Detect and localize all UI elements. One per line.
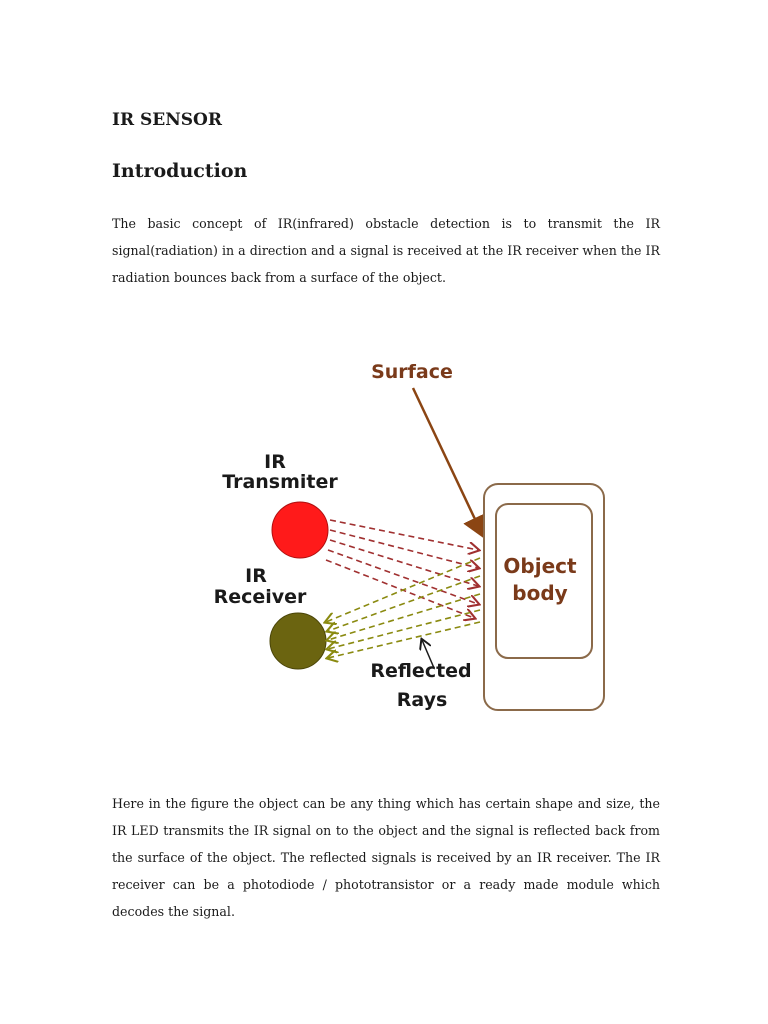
transmitter-label-ir: IR bbox=[264, 451, 286, 473]
transmitter-label-name: Transmiter bbox=[222, 471, 338, 493]
reflected-label-line1: Reflected bbox=[370, 660, 472, 682]
introduction-heading: Introduction bbox=[112, 160, 248, 182]
object-label-line2: body bbox=[512, 581, 568, 605]
section-title: IR SENSOR bbox=[112, 110, 222, 130]
reflected-rays bbox=[326, 558, 480, 658]
ir-transmitter-led bbox=[272, 502, 328, 558]
ir-receiver-led bbox=[270, 613, 326, 669]
receiver-label-name: Receiver bbox=[213, 586, 307, 608]
explanation-paragraph: Here in the figure the object can be any thing which has certain shape and size, the IR LED transmits the IR signal on to the object and the signal is reflected back from the surface of the object. The reflected signals is received by an IR receiver. The IR receiver can be a photodiode / phototransistor or a ready made module which decodes the signal. bbox=[112, 796, 660, 919]
surface-label: Surface bbox=[371, 361, 453, 383]
surface-arrow bbox=[413, 388, 482, 534]
reflected-label-line2: Rays bbox=[396, 689, 448, 711]
object-label-line1: Object bbox=[503, 554, 577, 578]
emitted-rays bbox=[326, 520, 478, 618]
intro-paragraph: The basic concept of IR(infrared) obstacle detection is to transmit the IR signal(radiation) in a direction and a signal is received at the IR receiver when the IR radiation bounces back from a surface of the object. bbox=[112, 216, 660, 285]
ir-sensor-diagram bbox=[200, 350, 620, 720]
receiver-label-ir: IR bbox=[245, 565, 267, 587]
